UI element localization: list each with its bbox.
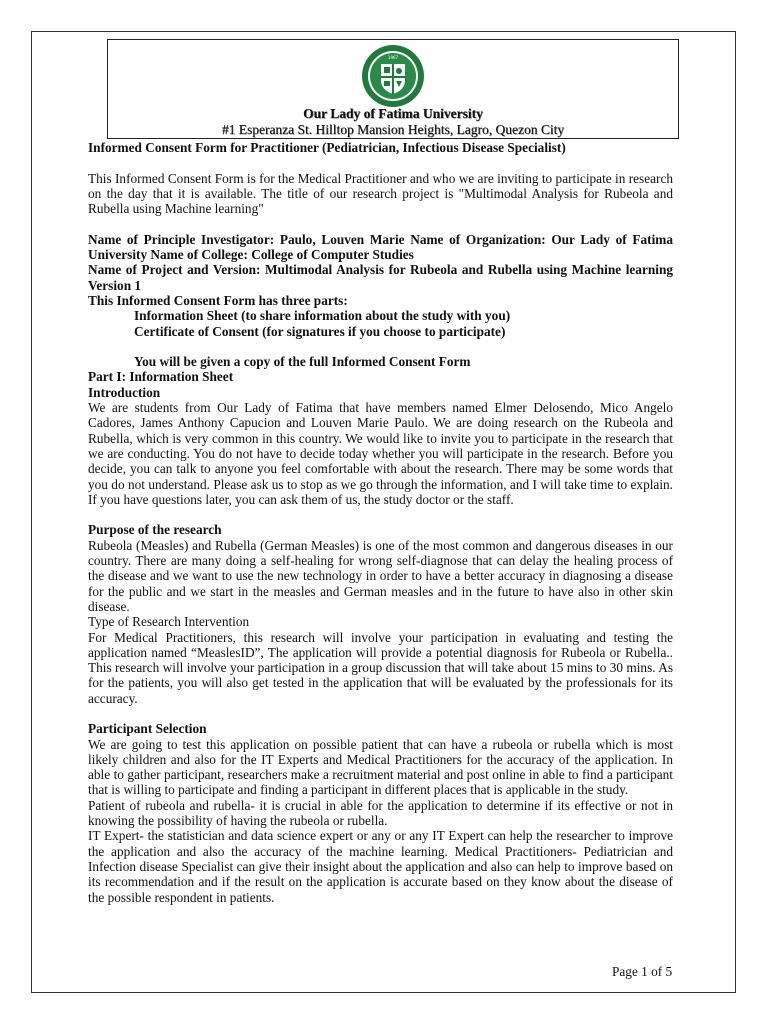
page-number: Page 1 of 5	[612, 964, 673, 979]
purpose-heading: Purpose of the research	[88, 522, 222, 538]
intervention-text: For Medical Practitioners, this research will involve your participation in evaluating and testing the application named “MeaslesID”, The application will provide a potential diagnosis for Rubeola or Rubella.. This research will involve your participation in a group discussion that will take about 15 mins to 30 mins. As for the patients, you will also get tested in the application that will be evaluated by the professionals for its accuracy.	[88, 629, 673, 706]
investigator-block: Name of Principle Investigator: Paulo, Louven Marie Name of Organization: Our Lady of Fatima University Name of College: College of Computer Studies	[88, 231, 673, 263]
form-title: Informed Consent Form for Practitioner (Pediatrician, Infectious Disease Specialist)	[88, 140, 566, 155]
selection-heading: Participant Selection	[88, 721, 207, 737]
it-expert-text: IT Expert- the statistician and data science expert or any or any IT Expert can help the researcher to improve the application and also the accuracy of the machine learning. Medical Practitioners- Pediatrician and Infection disease Specialist can give their insight about the application and also can help to improve based on its recommendation and if the result on the application is accurate based on they know about the disease of the possible respondent in patients.	[88, 828, 673, 905]
part-item: Information Sheet (to share information about the study with you)	[134, 308, 511, 324]
intro-paragraph: This Informed Consent Form is for the Medical Practitioner and who we are inviting to participate in research on the day that it is available. The title of our research project is "Multimodal Analysis for Rubeola and Rubella using Machine learning"	[88, 170, 673, 217]
university-name: Our Lady of Fatima University	[303, 106, 483, 121]
patient-text: Patient of rubeola and rubella- it is crucial in able for the application to determine if its effective or not in knowing the possibility of having the rubeola or rubella.	[88, 797, 673, 829]
parts-heading: This Informed Consent Form has three parts:	[88, 292, 348, 308]
introduction-heading: Introduction	[88, 384, 161, 400]
part1-heading: Part I: Information Sheet	[88, 369, 234, 385]
university-address: #1 Esperanza St. Hilltop Mansion Heights, Lagro, Quezon City	[221, 122, 565, 137]
selection-text: We are going to test this application on possible patient that can have a rubeola or rubella which is most likely children and also for the IT Experts and Medical Practitioners for the accuracy of the application. In able to gather participant, researchers make a recruitment material and post online in able to find a participant that is willing to participate and finding a participant in different places that is applicable in the study.	[88, 736, 673, 798]
project-block: Name of Project and Version: Multimodal Analysis for Rubeola and Rubella using Machine learning Version 1	[88, 262, 673, 293]
copy-note: You will be given a copy of the full Informed Consent Form	[134, 354, 471, 370]
university-seal-icon	[361, 44, 425, 108]
svg-text:1967: 1967	[387, 55, 399, 60]
document-body	[88, 140, 673, 905]
letterhead	[107, 39, 679, 139]
introduction-text: We are students from Our Lady of Fatima that have members named Elmer Delosendo, Mico Angelo Cadores, James Anthony Capucion and Louven Marie Paulo. We are doing research on the Rubeola and Rubella, which is very common in this country. We would like to invite you to participate in the research that we are conducting. You do not have to decide today whether you will participate in the research. Before you decide, you can talk to anyone you feel comfortable with about the research. There may be some words that you do not understand. Please ask us to stop as we go through the information, and I will take time to explain. If you have questions later, you can ask them of us, the study doctor or the staff.	[88, 400, 673, 507]
intervention-heading: Type of Research Intervention	[88, 614, 250, 630]
purpose-text: Rubeola (Measles) and Rubella (German Measles) is one of the most common and dangerous diseases in our country. There are many doing a self-healing for wrong self-diagnose that can delay the healing process of the disease and we want to use the new technology in order to have a better accuracy in diagnosing a disease for the public and we start in the measles and German measles and in the future to have also in other skin disease.	[88, 537, 673, 614]
part-item: Certificate of Consent (for signatures if you choose to participate)	[134, 323, 506, 339]
